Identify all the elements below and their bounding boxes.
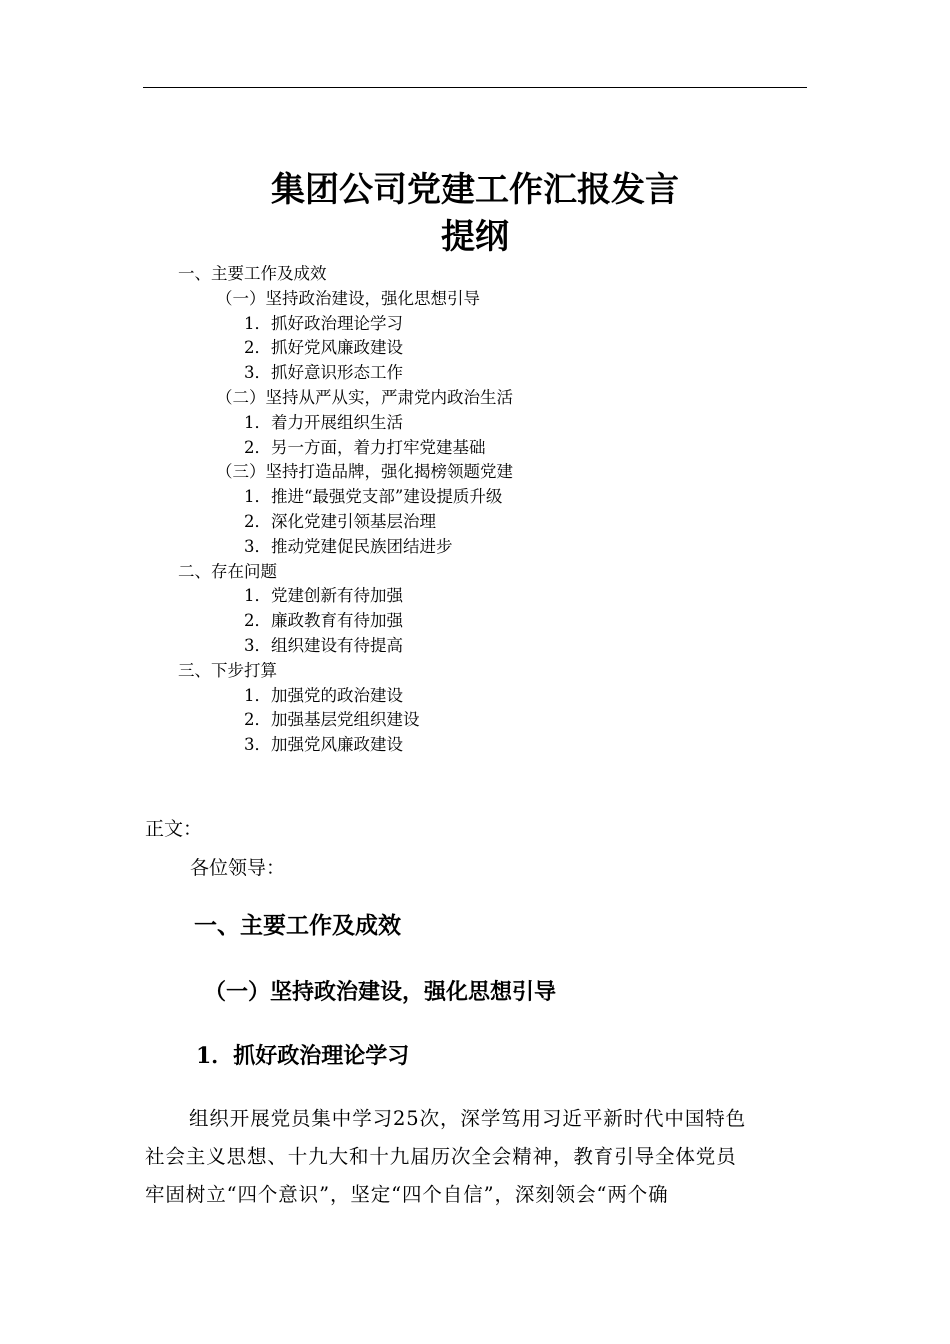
outline-item-level-1: 三、下步打算: [178, 660, 277, 680]
outline-item-level-1: 二、存在问题: [178, 561, 277, 581]
outline-item-level-3: 2．廉政教育有待加强: [244, 611, 403, 631]
section-heading-1: 一、主要工作及成效: [194, 913, 401, 939]
outline-item-level-3: 1．着力开展组织生活: [244, 412, 403, 432]
outline-item-level-3: 2．抓好党风廉政建设: [244, 338, 403, 358]
paragraph-line: 社会主义思想、十九大和十九届历次全会精神，教育引导全体党员: [145, 1145, 737, 1168]
body-label: 正文：: [145, 818, 203, 840]
outline-list: [0, 262, 950, 758]
outline-item-level-3: 1．推进“最强党支部”建设提质升级: [244, 487, 503, 507]
document-title-line-2: 提纲: [441, 217, 509, 257]
outline-item-level-3: 3．推动党建促民族团结进步: [244, 536, 453, 556]
outline-item-level-3: 1．党建创新有待加强: [244, 586, 403, 606]
outline-item-level-2: （三）坚持打造品牌，强化揭榜领题党建: [216, 462, 513, 482]
body-paragraph: [145, 1100, 813, 1214]
outline-item-level-3: 2．另一方面，着力打牢党建基础: [244, 437, 486, 457]
subsection-heading: （一）坚持政治建设，强化思想引导: [204, 979, 557, 1005]
outline-item-level-3: 1．抓好政治理论学习: [244, 313, 403, 333]
outline-item-level-3: 1．加强党的政治建设: [244, 685, 403, 705]
item-heading: 1．抓好政治理论学习: [196, 1043, 410, 1069]
paragraph-line: 牢固树立“四个意识”，坚定“四个自信”，深刻领会“两个确: [145, 1183, 669, 1206]
header-rule: [143, 87, 807, 88]
outline-item-level-3: 2．加强基层党组织建设: [244, 710, 420, 730]
document-title-line-1: 集团公司党建工作汇报发言: [271, 170, 679, 210]
paragraph-line: 组织开展党员集中学习25次，深学笃用习近平新时代中国特色: [189, 1107, 747, 1130]
outline-item-level-1: 一、主要工作及成效: [178, 264, 327, 283]
outline-item-level-3: 3．组织建设有待提高: [244, 635, 403, 655]
salutation: 各位领导：: [190, 857, 286, 879]
outline-item-level-2: （二）坚持从严从实，严肃党内政治生活: [216, 387, 513, 407]
outline-item-level-3: 3．抓好意识形态工作: [244, 363, 403, 383]
outline-item-level-2: （一）坚持政治建设，强化思想引导: [216, 288, 480, 308]
outline-item-level-3: 2．深化党建引领基层治理: [244, 511, 436, 531]
outline-item-level-3: 3．加强党风廉政建设: [244, 735, 403, 755]
